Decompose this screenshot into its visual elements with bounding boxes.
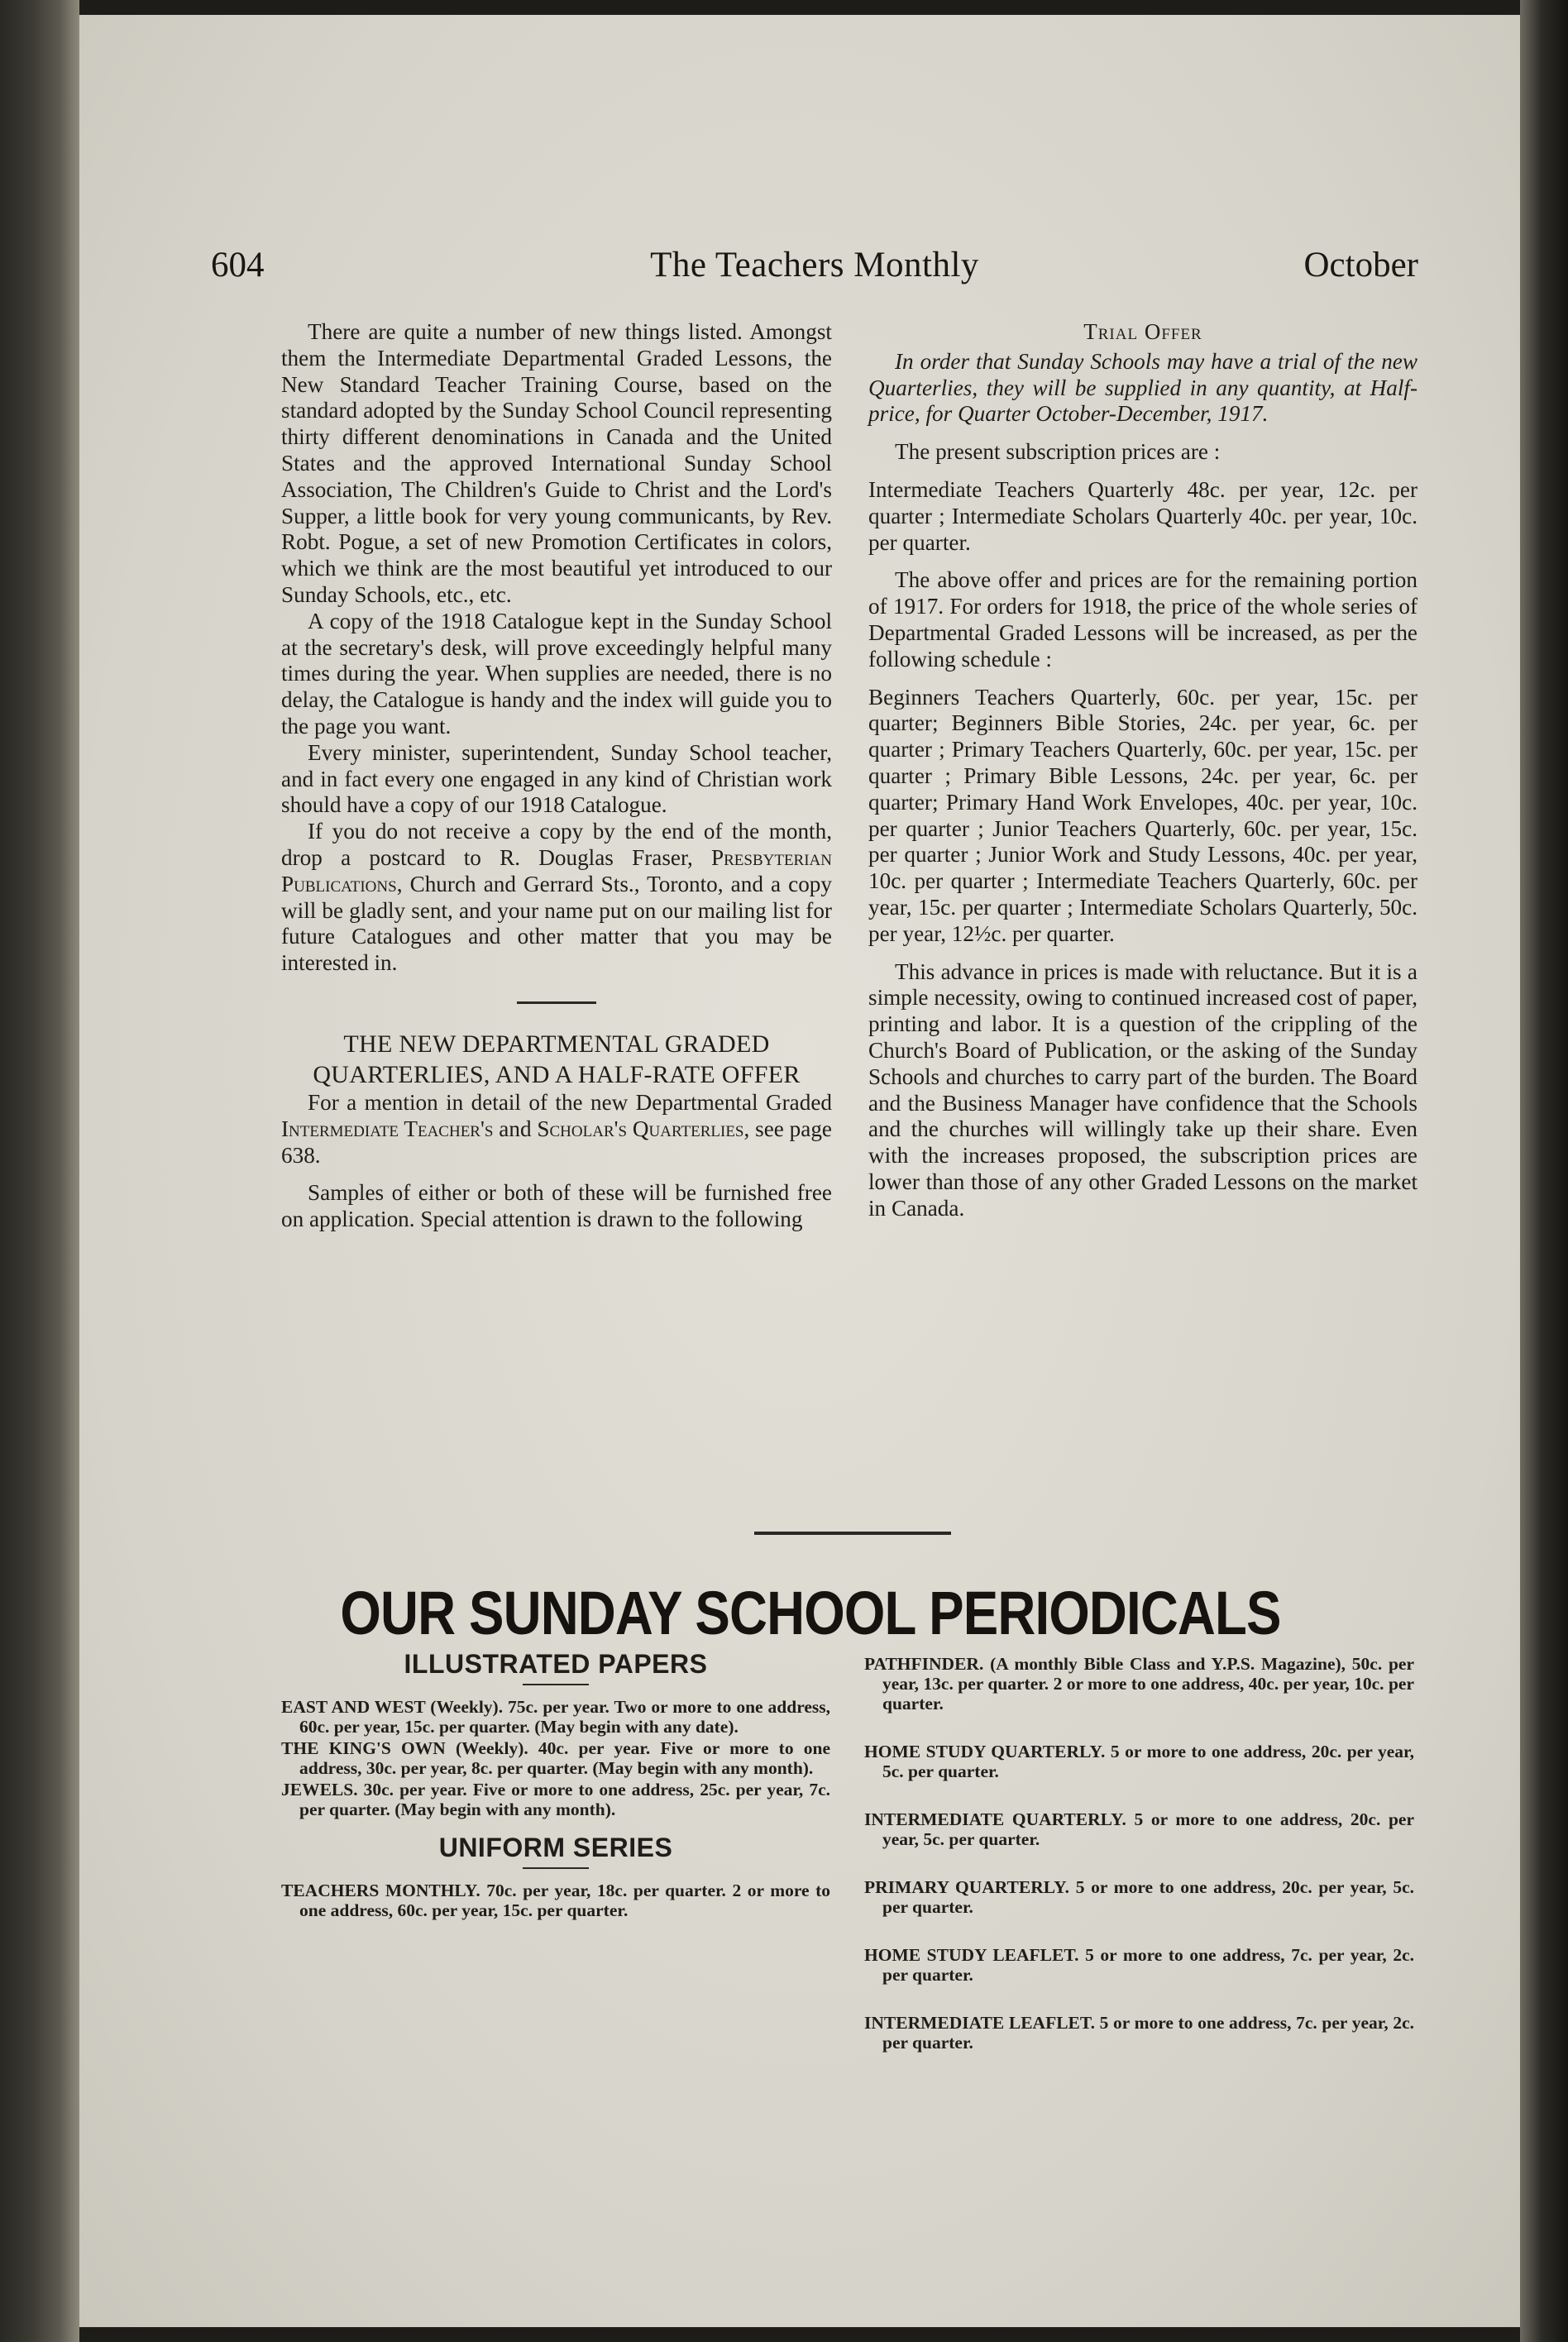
trial-offer-text: In order that Sunday Schools may have a trial of the new Quarterlies, they will be supplied in any quantity, at Half-price, for Quarter October-December, 1917. [868, 348, 1417, 427]
journal-title: The Teachers Monthly [650, 246, 979, 284]
page-edge [1520, 0, 1568, 2342]
list-item: INTERMEDIATE QUARTERLY. 5 or more to one address, 20c. per year, 5c. per quarter. [864, 1809, 1414, 1849]
paragraph: Every minister, superintendent, Sunday School teacher, and in fact every one engaged in any kind of Christian work should have a copy of our 1918 Catalogue. [281, 739, 832, 818]
paragraph: The above offer and prices are for the remaining portion of 1917. For orders for 1918, the price of the whole series of Departmental Graded Lessons will be increased, as per the following schedule : [868, 567, 1417, 672]
paragraph: Samples of either or both of these will be furnished free on application. Special attention is drawn to the following [281, 1180, 832, 1232]
paragraph: For a mention in detail of the new Departmental Graded Intermediate Teacher's and Scholar's Quarterlies, see page 638. [281, 1089, 832, 1168]
illustrated-papers-heading: ILLUSTRATED PAPERS [404, 1649, 708, 1679]
page-number: 604 [211, 246, 265, 284]
right-column [868, 319, 1417, 1222]
book-binding [0, 0, 79, 2342]
list-item: JEWELS. 30c. per year. Five or more to one address, 25c. per year, 7c. per quarter. (May begin with any month). [281, 1780, 830, 1819]
periodicals-banner: OUR SUNDAY SCHOOL PERIODICALS [340, 1579, 1281, 1647]
publisher-name: Presbyterian Publications [281, 844, 832, 896]
uniform-series-heading: UNIFORM SERIES [438, 1833, 673, 1862]
paragraph: This advance in prices is made with reluctance. But it is a simple necessity, owing to continued increased cost of paper, printing and labor. It is a question of the crippling of the Church's Board of Publication, or the asking of the Sunday Schools and churches to carry part of the burden. The Board and the Business Manager have confidence that the Schools and the churches will willingly take up their share. Even with the increases proposed, the subscription prices are lower than those of any other Graded Lessons on the market in Canada. [868, 958, 1417, 1221]
divider [523, 1867, 589, 1869]
paragraph: Intermediate Teachers Quarterly 48c. per year, 12c. per quarter ; Intermediate Scholars Quarterly 40c. per year, 10c. per quarter. [868, 476, 1417, 555]
periodicals-left [281, 1649, 830, 1922]
list-item: EAST AND WEST (Weekly). 75c. per year. Two or more to one address, 60c. per year, 15c. per quarter. (May begin with any date). [281, 1697, 830, 1737]
divider [517, 1001, 596, 1004]
list-item: PATHFINDER. (A monthly Bible Class and Y.P.S. Magazine), 50c. per year, 13c. per quarter. 2 or more to one address, 40c. per year, 10c. per quarter. [864, 1654, 1414, 1713]
trial-offer-heading: Trial Offer [1083, 319, 1202, 344]
list-item: HOME STUDY LEAFLET. 5 or more to one address, 7c. per year, 2c. per quarter. [864, 1945, 1414, 1985]
divider [523, 1684, 589, 1685]
paragraph: A copy of the 1918 Catalogue kept in the Sunday School at the secretary's desk, will prove exceedingly helpful many times during the year. When supplies are needed, there is no delay, the Catalogue is handy and the index will guide you to the page you want. [281, 608, 832, 738]
list-item: PRIMARY QUARTERLY. 5 or more to one address, 20c. per year, 5c. per quarter. [864, 1877, 1414, 1917]
issue-month: October [1303, 246, 1418, 284]
section-divider [754, 1532, 951, 1535]
paragraph: If you do not receive a copy by the end of the month, drop a postcard to R. Douglas Fraser, Presbyterian Publications, Church and Gerrard Sts., Toronto, and a copy will be gladly sent, and your name put on our mailing list for future Catalogues and other matter that you may be interested in. [281, 819, 832, 976]
running-header [211, 245, 1418, 294]
periodicals-right [864, 1654, 1414, 2081]
list-item: THE KING'S OWN (Weekly). 40c. per year. Five or more to one address, 30c. per year, 8c. per quarter. (May begin with any month). [281, 1738, 830, 1778]
list-item: TEACHERS MONTHLY. 70c. per year, 18c. per quarter. 2 or more to one address, 60c. per year, 15c. per quarter. [281, 1881, 830, 1920]
section-heading: THE NEW DEPARTMENTAL GRADED QUARTERLIES, AND A HALF-RATE OFFER [313, 1030, 801, 1088]
list-item: INTERMEDIATE LEAFLET. 5 or more to one address, 7c. per year, 2c. per quarter. [864, 2013, 1414, 2053]
list-item: HOME STUDY QUARTERLY. 5 or more to one address, 20c. per year, 5c. per quarter. [864, 1742, 1414, 1781]
price-schedule: Beginners Teachers Quarterly, 60c. per year, 15c. per quarter; Beginners Bible Stories, 24c. per year, 6c. per quarter ; Primary Teachers Quarterly, 60c. per year, 15c. per quarter ; Primary Bible Lessons, 24c. per year, 6c. per quarter; Primary Hand Work Envelopes, 40c. per year, 10c. per quarter ; Junior Teachers Quarterly, 60c. per year, 15c. per quarter ; Junior Work and Study Lessons, 40c. per year, 10c. per quarter ; Intermediate Teachers Quarterly, 60c. per year, 15c. per quarter ; Intermediate Scholars Quarterly, 50c. per year, 12½c. per quarter. [868, 684, 1417, 946]
paragraph: There are quite a number of new things listed. Amongst them the Intermediate Departmental Graded Lessons, the New Standard Teacher Training Course, based on the standard adopted by the Sunday School Council representing thirty different denominations in Canada and the United States and the approved International Sunday School Association, The Children's Guide to Christ and the Lord's Supper, a little book for very young communicants, by Rev. Robt. Pogue, a set of new Promotion Certificates in colors, which we think are the most beautiful yet introduced to our Sunday Schools, etc., etc. [281, 319, 832, 607]
left-column [281, 319, 832, 1233]
paragraph: The present subscription prices are : [895, 439, 1221, 465]
